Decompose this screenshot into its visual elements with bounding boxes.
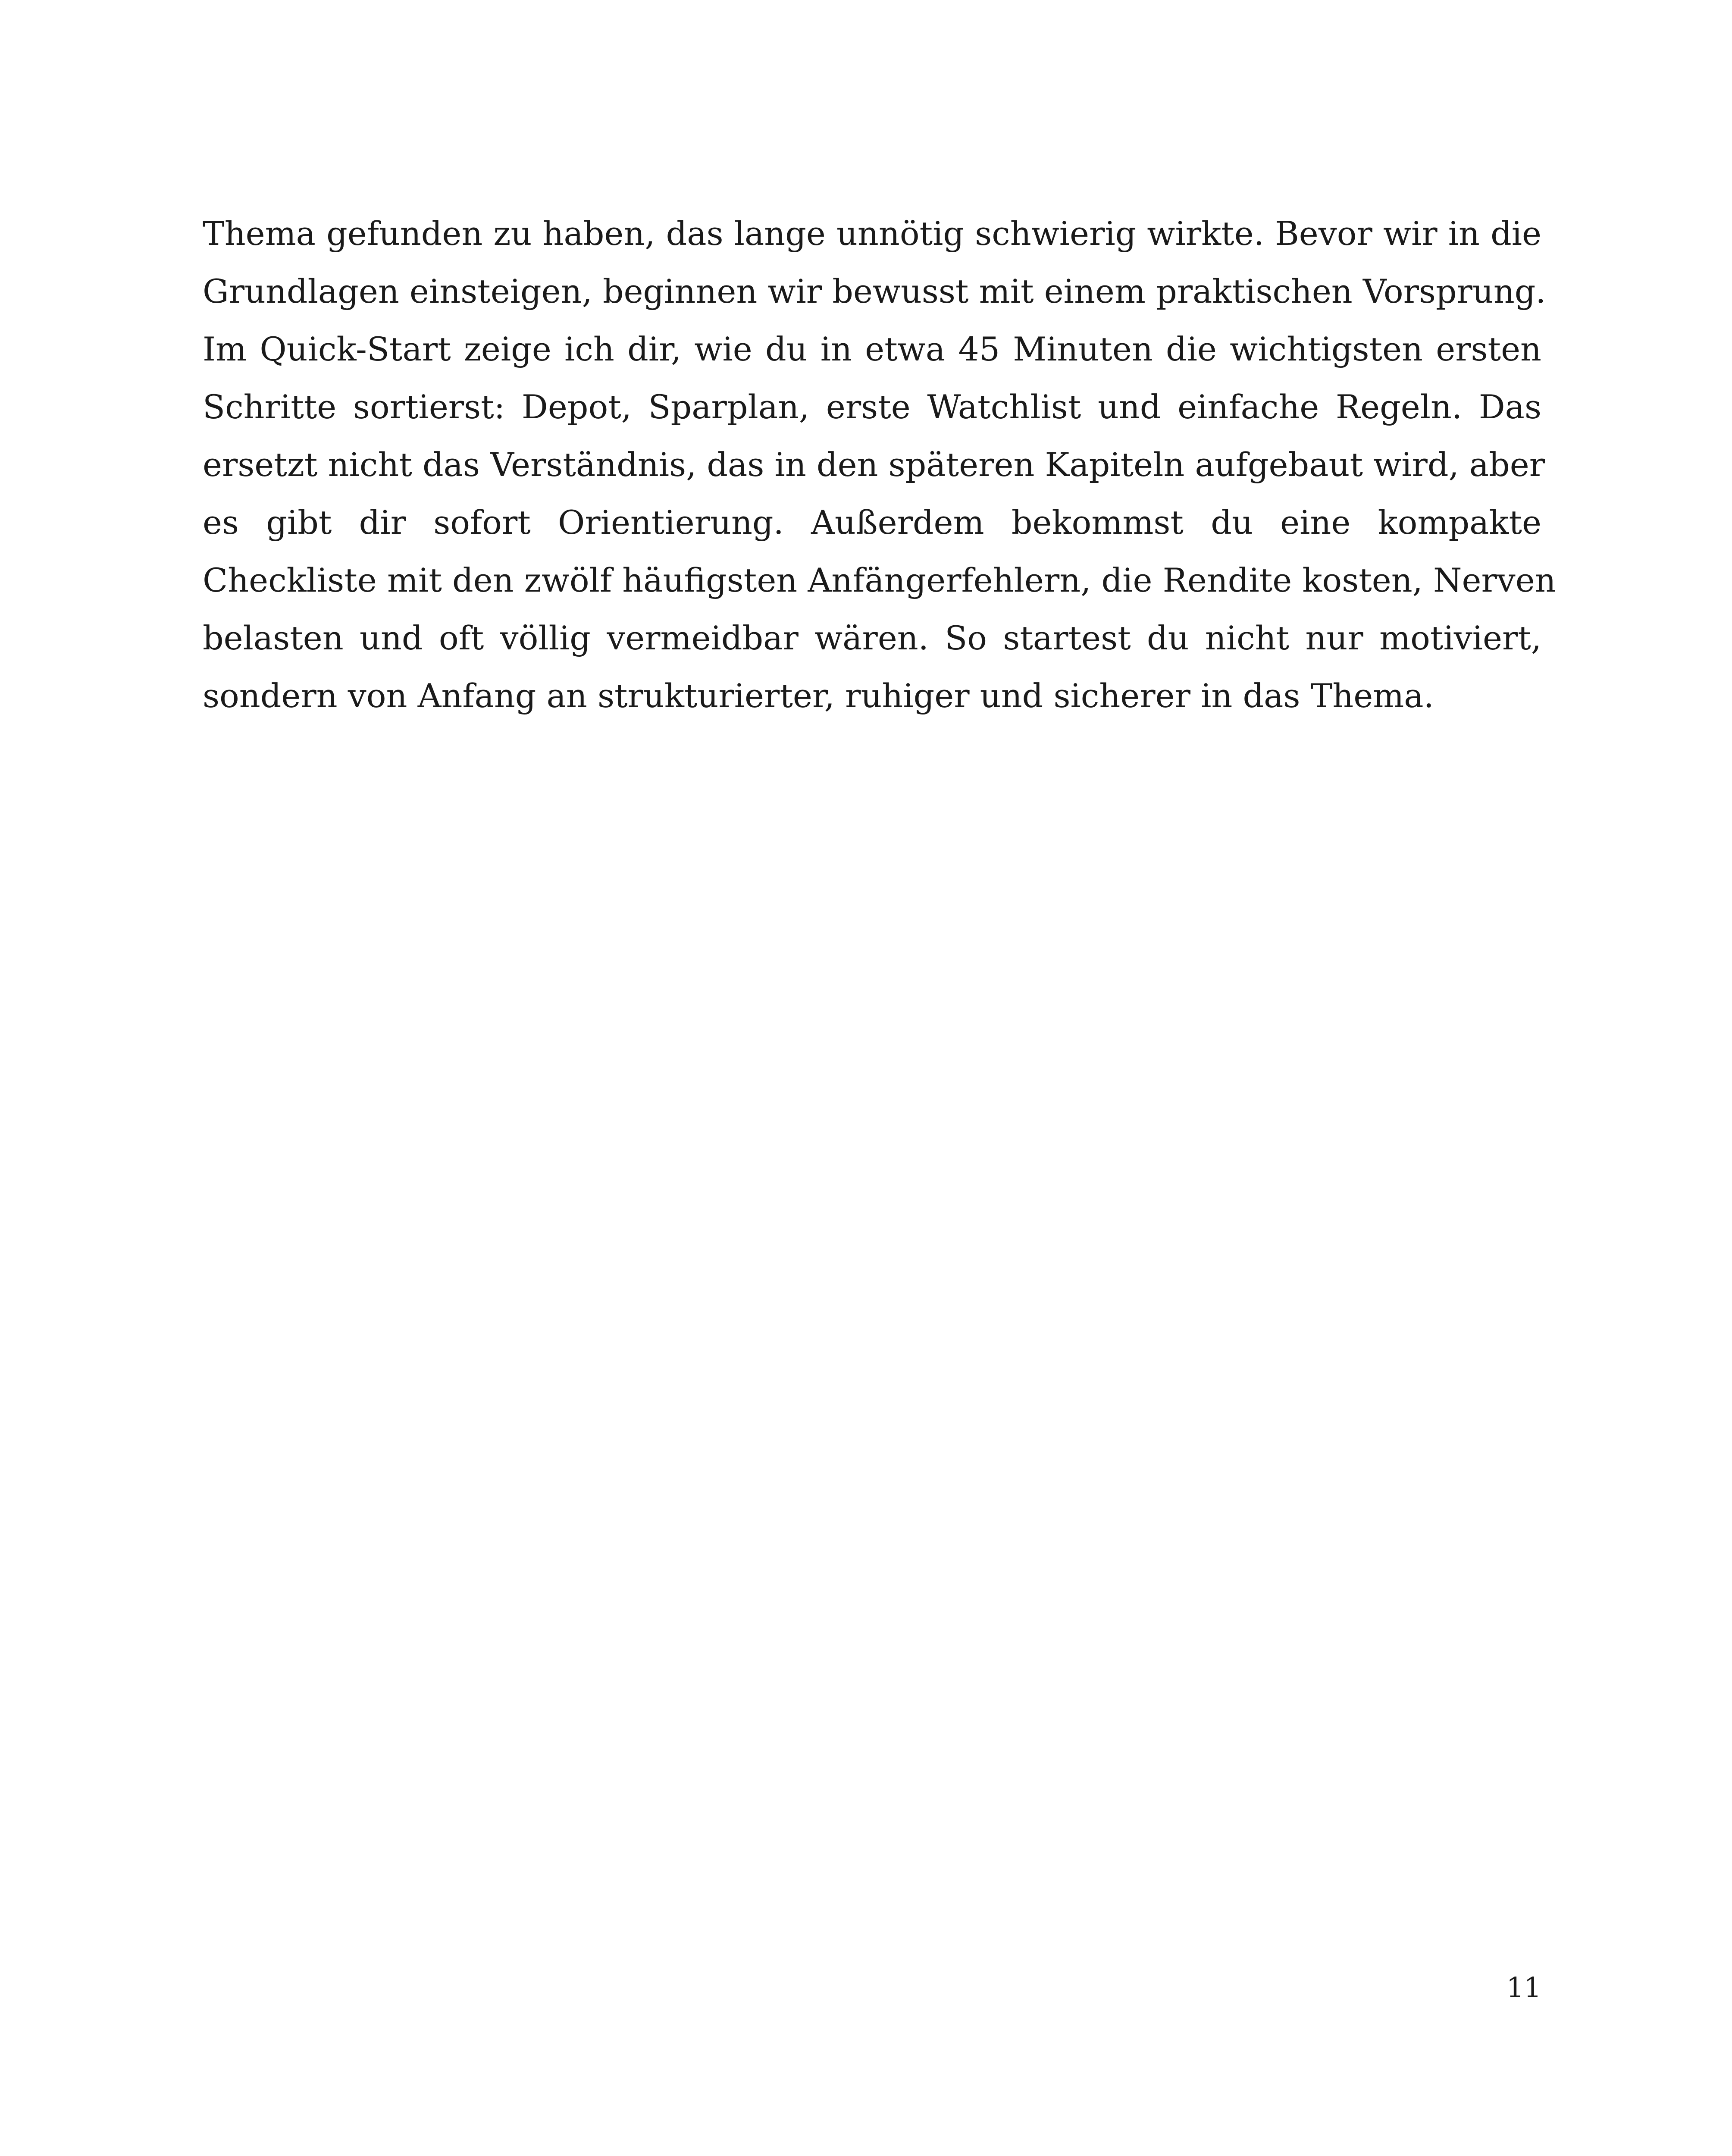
paragraph-line: Schritte sortierst: Depot, Sparplan, erste Watchlist und einfache Regeln. Das [203, 388, 1541, 426]
page-number: 11 [1506, 1972, 1541, 2004]
body-paragraph [203, 205, 1556, 725]
paragraph-line: Im Quick-Start zeige ich dir, wie du in etwa 45 Minuten die wichtigsten ersten [203, 330, 1541, 368]
paragraph-line: ersetzt nicht das Verständnis, das in den späteren Kapiteln aufgebaut wird, aber [203, 445, 1545, 484]
paragraph-line: belasten und oft völlig vermeidbar wären. So startest du nicht nur motiviert, [203, 619, 1541, 657]
paragraph-line: Thema gefunden zu haben, das lange unnötig schwierig wirkte. Bevor wir in die [203, 214, 1541, 253]
paragraph-line: Grundlagen einsteigen, beginnen wir bewusst mit einem praktischen Vorsprung. [203, 272, 1546, 310]
paragraph-line: es gibt dir sofort Orientierung. Außerdem bekommst du eine kompakte [203, 503, 1541, 542]
paragraph-line: Checkliste mit den zwölf häufigsten Anfängerfehlern, die Rendite kosten, Nerven [203, 561, 1556, 599]
paragraph-line: sondern von Anfang an strukturierter, ruhiger und sicherer in das Thema. [203, 677, 1434, 715]
